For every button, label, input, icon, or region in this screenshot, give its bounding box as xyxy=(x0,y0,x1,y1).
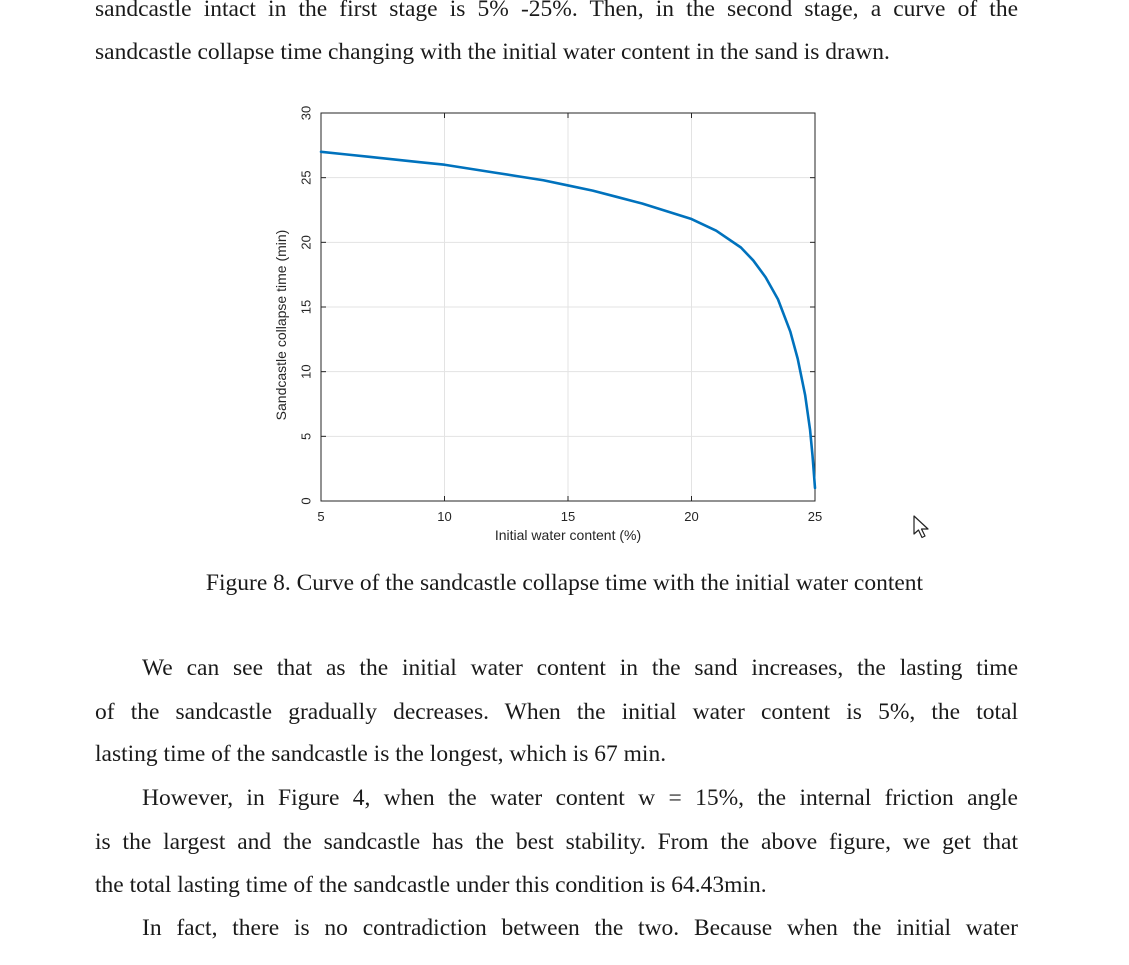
y-tick-label: 0 xyxy=(298,497,314,505)
x-axis-label: Initial water content (%) xyxy=(494,527,642,543)
mouse-pointer-icon xyxy=(913,515,931,539)
y-tick-label: 20 xyxy=(298,235,314,250)
body-text-line: lasting time of the sandcastle is the longest, which is 67 min. xyxy=(95,741,667,767)
body-text-line: sandcastle collapse time changing with the initial water content in the sand is drawn. xyxy=(95,39,890,65)
x-tick-label: 25 xyxy=(807,509,823,524)
y-tick-label: 10 xyxy=(298,364,314,379)
x-tick-label: 5 xyxy=(317,509,325,524)
body-text-line: We can see that as the initial water content in the sand increases, the lasting time xyxy=(142,655,1018,681)
line-chart xyxy=(240,82,880,552)
x-tick-label: 20 xyxy=(684,509,699,524)
tick-labels xyxy=(298,106,822,524)
figure-caption: Figure 8. Curve of the sandcastle collapse time with the initial water content xyxy=(205,570,924,596)
body-text-line: sandcastle intact in the first stage is 5% -25%. Then, in the second stage, a curve of the xyxy=(95,0,1018,22)
y-tick-label: 25 xyxy=(298,170,314,185)
grid-lines xyxy=(321,113,815,501)
body-text-line: the total lasting time of the sandcastle under this condition is 64.43min. xyxy=(95,872,767,898)
x-tick-label: 15 xyxy=(560,509,576,524)
figure-8-chart xyxy=(240,82,880,552)
y-tick-label: 5 xyxy=(298,432,314,440)
body-text-line: is the largest and the sandcastle has the best stability. From the above figure, we get that xyxy=(95,829,1018,855)
x-tick-label: 10 xyxy=(437,509,452,524)
y-tick-label: 15 xyxy=(298,299,314,315)
body-text-line: However, in Figure 4, when the water content w = 15%, the internal friction angle xyxy=(142,785,1018,811)
body-text-line: of the sandcastle gradually decreases. When the initial water content is 5%, the total xyxy=(95,699,1018,725)
y-axis-label: Sandcastle collapse time (min) xyxy=(273,229,289,421)
body-text-line: In fact, there is no contradiction between the two. Because when the initial water xyxy=(142,915,1018,941)
y-tick-label: 30 xyxy=(298,105,314,121)
